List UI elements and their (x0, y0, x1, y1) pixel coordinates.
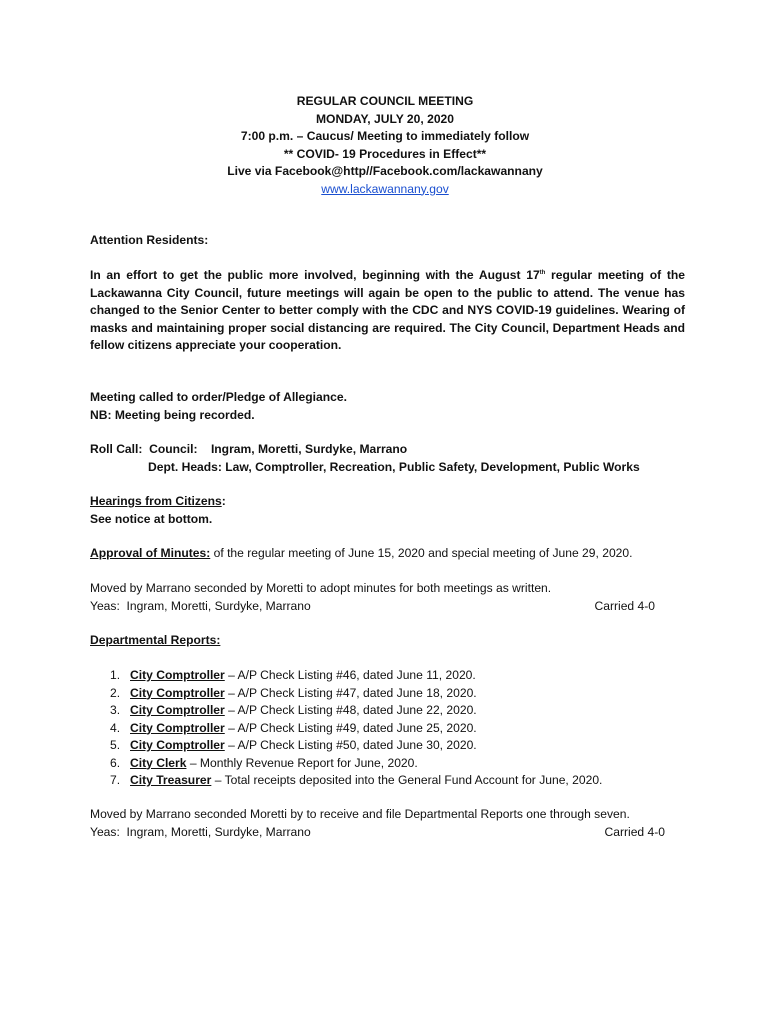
list-item: 4. City Comptroller – A/P Check Listing #49, dated June 25, 2020. (110, 720, 477, 735)
vote-row (90, 824, 665, 842)
hearings-section (90, 493, 685, 528)
recording-note: NB: Meeting being recorded. (90, 407, 255, 422)
motion-minutes (90, 580, 655, 615)
covid-notice: ** COVID- 19 Procedures in Effect** (283, 146, 487, 161)
roll-call-council: Roll Call: Council: Ingram, Moretti, Surdyke, Marrano (90, 442, 408, 456)
roll-call-dept-heads: Dept. Heads: Law, Comptroller, Recreation, Public Safety, Development, Public Works (148, 459, 640, 474)
roll-call (90, 441, 685, 476)
meeting-opening (90, 389, 685, 424)
motion-reports (90, 806, 665, 841)
departmental-list (110, 667, 670, 790)
department-name: City Comptroller (130, 685, 225, 700)
attention-text-part1: In an effort to get the public more involved, beginning with the August 17 (90, 268, 540, 282)
department-name: City Comptroller (130, 668, 225, 682)
attention-heading: Attention Residents: (90, 233, 209, 247)
vote-row (90, 598, 655, 616)
approval-text: of the regular meeting of June 15, 2020 and special meeting of June 29, 2020. (210, 546, 633, 560)
website-link[interactable]: www.lackawannany.gov (321, 181, 449, 196)
meeting-title: REGULAR COUNCIL MEETING (296, 94, 474, 108)
department-name: City Comptroller (130, 720, 225, 735)
attention-paragraph (90, 267, 685, 355)
hearings-note: See notice at bottom. (90, 511, 213, 526)
department-name: City Treasurer (130, 773, 212, 787)
department-name: City Clerk (130, 755, 187, 770)
motion-text: Moved by Marrano seconded Moretti by to receive and file Departmental Reports one through seven. (90, 807, 630, 821)
list-item: 3. City Comptroller – A/P Check Listing #48, dated June 22, 2020. (110, 703, 477, 717)
motion-text: Moved by Marrano seconded by Moretti to adopt minutes for both meetings as written. (90, 581, 552, 595)
hearings-colon: : (221, 494, 226, 508)
department-name: City Comptroller (130, 703, 225, 717)
call-to-order: Meeting called to order/Pledge of Allegiance. (90, 390, 347, 404)
department-name: City Comptroller (130, 738, 225, 752)
departmental-heading: Departmental Reports: (90, 633, 221, 647)
meeting-date: MONDAY, JULY 20, 2020 (315, 111, 455, 126)
meeting-time: 7:00 p.m. – Caucus/ Meeting to immediately follow (240, 129, 530, 143)
yeas-list: Yeas: Ingram, Moretti, Surdyke, Marrano (90, 598, 311, 613)
list-item: 6. City Clerk – Monthly Revenue Report for June, 2020. (110, 755, 418, 770)
hearings-heading: Hearings from Citizens (90, 494, 222, 508)
list-item: 1. City Comptroller – A/P Check Listing #46, dated June 11, 2020. (110, 668, 476, 682)
vote-result: Carried 4-0 (594, 598, 655, 613)
attention-text-part2: regular meeting of the Lackawanna City Council, future meetings will again be open to the public to attend. The venue has changed to the Senior Center to better comply with the CDC and NYS COVID-19 guidelines. Wearing of masks and maintaining proper social distancing are required. The City Council, Department Heads and fellow citizens appreciate your cooperation. (90, 268, 685, 352)
meeting-header (0, 93, 770, 198)
vote-result: Carried 4-0 (604, 824, 665, 839)
list-item: 5. City Comptroller – A/P Check Listing #50, dated June 30, 2020. (110, 738, 477, 752)
approval-label: Approval of Minutes: (90, 546, 211, 560)
facebook-live: Live via Facebook@http//Facebook.com/lackawannany (227, 164, 543, 178)
yeas-list: Yeas: Ingram, Moretti, Surdyke, Marrano (90, 824, 311, 839)
list-item: 2. City Comptroller – A/P Check Listing #47, dated June 18, 2020. (110, 685, 477, 700)
approval-of-minutes (90, 545, 685, 563)
list-item: 7. City Treasurer – Total receipts deposited into the General Fund Account for June, 2020. (110, 773, 603, 787)
attention-superscript: th (539, 269, 546, 276)
